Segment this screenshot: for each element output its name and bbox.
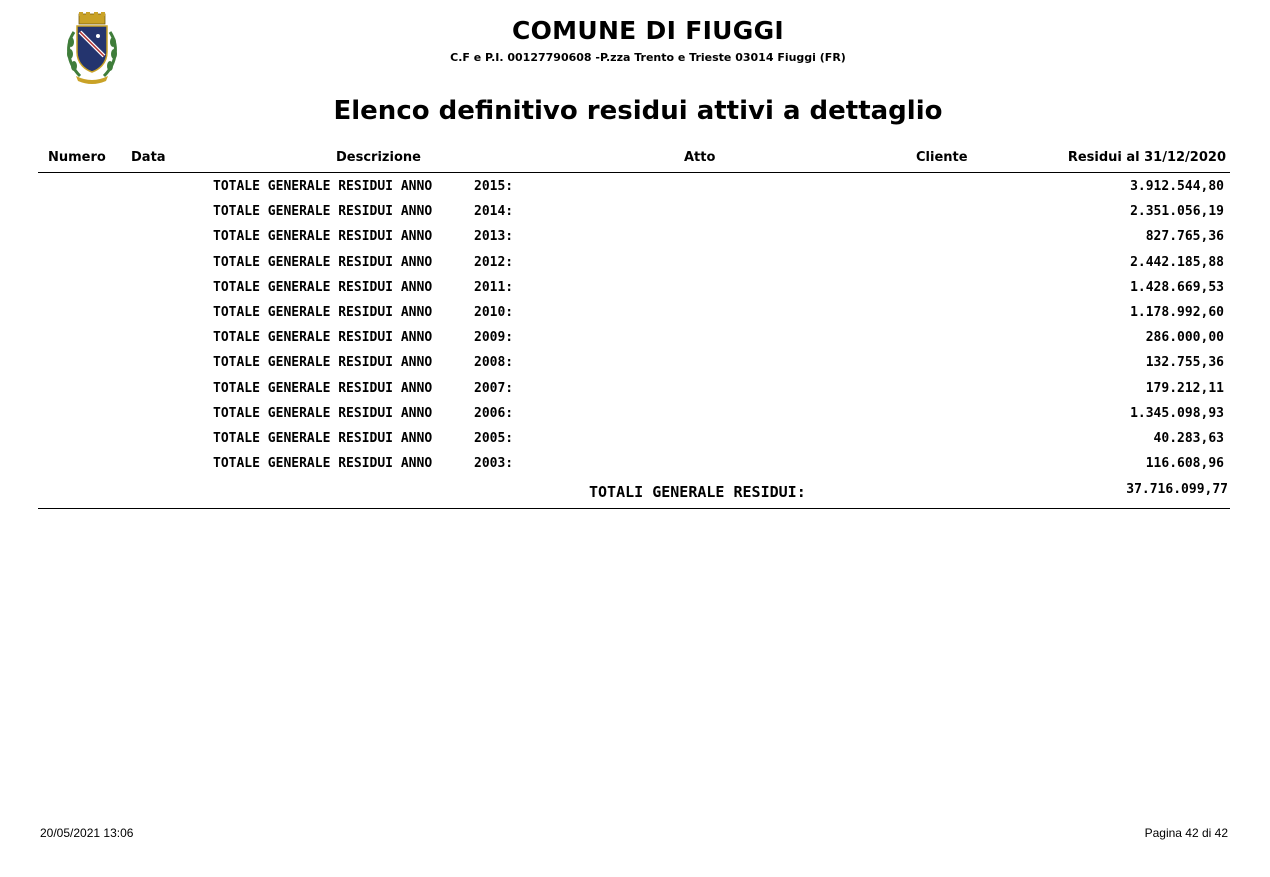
row-year: 2011: — [474, 279, 514, 295]
row-year: 2009: — [474, 330, 514, 346]
table-row — [0, 305, 1270, 325]
table-row — [0, 179, 1270, 199]
row-description: TOTALE GENERALE RESIDUI ANNO — [213, 229, 433, 245]
row-year: 2015: — [474, 179, 514, 194]
row-year: 2014: — [474, 204, 514, 220]
row-year: 2008: — [474, 355, 514, 371]
row-description: TOTALE GENERALE RESIDUI ANNO — [213, 355, 433, 371]
row-amount: 132.755,36 — [1145, 355, 1224, 371]
row-amount: 3.912.544,80 — [1130, 179, 1224, 194]
table-bottom-divider — [38, 508, 1230, 509]
grand-total-label: TOTALI GENERALE RESIDUI: — [589, 483, 806, 501]
row-amount: 40.283,63 — [1153, 431, 1224, 446]
row-description: TOTALE GENERALE RESIDUI ANNO — [213, 254, 433, 270]
row-year: 2012: — [474, 254, 514, 270]
column-header-atto: Atto — [684, 150, 716, 165]
table-row — [0, 406, 1270, 426]
column-header-numero: Numero — [48, 150, 106, 165]
page-number: Pagina 42 di 42 — [1144, 826, 1228, 840]
header-divider — [38, 172, 1230, 173]
grand-total-row — [0, 482, 1270, 504]
column-header-data: Data — [131, 150, 166, 165]
row-year: 2007: — [474, 380, 514, 396]
grand-total-amount: 37.716.099,77 — [1126, 482, 1228, 497]
table-row — [0, 456, 1270, 476]
row-year: 2010: — [474, 305, 514, 320]
organization-details: C.F e P.I. 00127790608 -P.zza Trento e Trieste 03014 Fiuggi (FR) — [450, 51, 846, 64]
row-description: TOTALE GENERALE RESIDUI ANNO — [213, 179, 433, 194]
table-row — [0, 431, 1270, 451]
row-description: TOTALE GENERALE RESIDUI ANNO — [213, 305, 433, 320]
table-row — [0, 280, 1270, 300]
row-description: TOTALE GENERALE RESIDUI ANNO — [213, 204, 433, 220]
row-year: 2003: — [474, 456, 514, 472]
row-description: TOTALE GENERALE RESIDUI ANNO — [213, 279, 433, 295]
row-description: TOTALE GENERALE RESIDUI ANNO — [213, 405, 433, 421]
table-row — [0, 229, 1270, 249]
column-header-cliente: Cliente — [916, 150, 968, 165]
table-row — [0, 204, 1270, 224]
print-timestamp: 20/05/2021 13:06 — [40, 826, 134, 840]
row-year: 2006: — [474, 405, 514, 421]
row-description: TOTALE GENERALE RESIDUI ANNO — [213, 380, 433, 396]
row-description: TOTALE GENERALE RESIDUI ANNO — [213, 330, 433, 346]
table-row — [0, 330, 1270, 350]
table-row — [0, 355, 1270, 375]
column-header-descrizione: Descrizione — [336, 150, 421, 165]
row-amount: 116.608,96 — [1145, 456, 1224, 472]
row-amount: 1.428.669,53 — [1130, 279, 1224, 295]
table-row — [0, 381, 1270, 401]
document-title: Elenco definitivo residui attivi a dettaglio — [333, 96, 943, 126]
row-amount: 1.345.098,93 — [1130, 405, 1224, 421]
row-amount: 286.000,00 — [1145, 330, 1224, 346]
row-year: 2005: — [474, 431, 514, 446]
row-amount: 827.765,36 — [1145, 229, 1224, 245]
row-amount: 1.178.992,60 — [1130, 305, 1224, 320]
row-amount: 2.442.185,88 — [1130, 254, 1224, 270]
row-description: TOTALE GENERALE RESIDUI ANNO — [213, 456, 433, 472]
column-header-residui: Residui al 31/12/2020 — [1067, 150, 1226, 165]
organization-name: COMUNE DI FIUGGI — [511, 16, 785, 45]
row-description: TOTALE GENERALE RESIDUI ANNO — [213, 431, 433, 446]
row-year: 2013: — [474, 229, 514, 245]
table-row — [0, 255, 1270, 275]
row-amount: 2.351.056,19 — [1130, 204, 1224, 220]
row-amount: 179.212,11 — [1145, 380, 1224, 396]
